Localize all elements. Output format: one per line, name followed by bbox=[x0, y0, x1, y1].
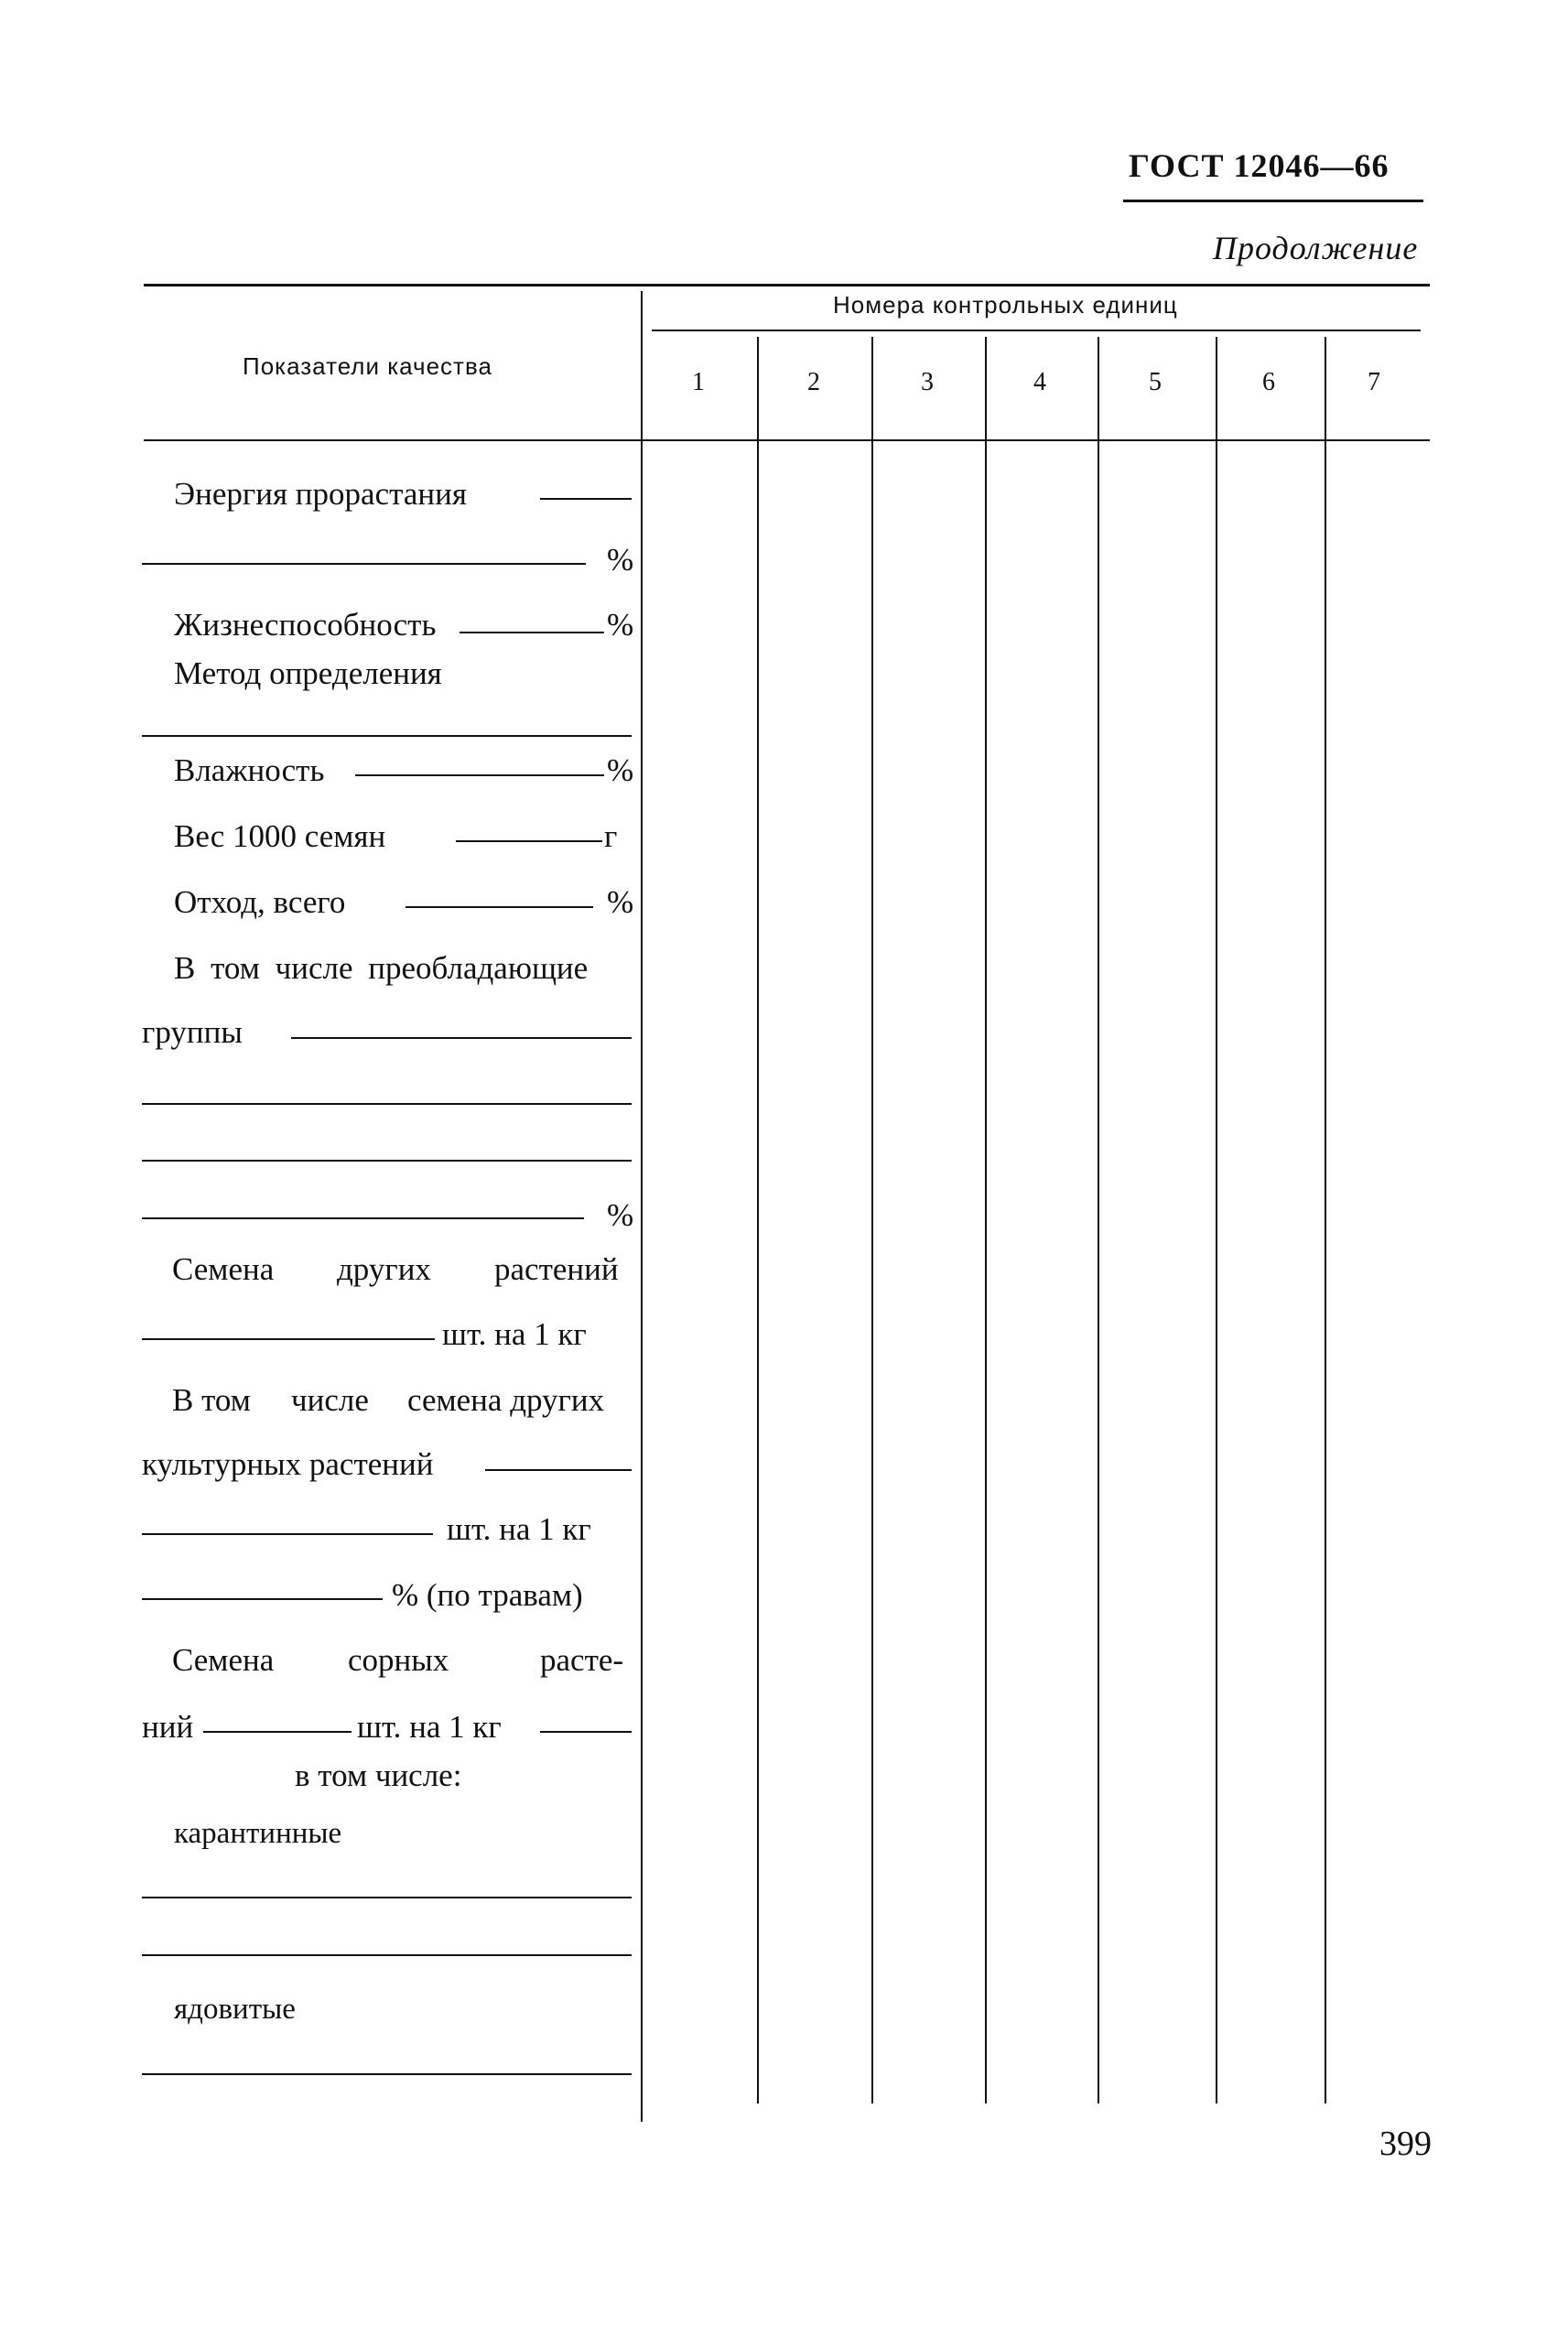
row-germination-energy: Энергия прорастания bbox=[174, 476, 467, 512]
fill-line bbox=[291, 1037, 632, 1039]
column-number: 1 bbox=[692, 368, 705, 396]
fill-line bbox=[142, 1338, 435, 1340]
fill-line bbox=[203, 1731, 351, 1733]
row-cultural-seeds: числе bbox=[291, 1382, 369, 1418]
units-header-rule bbox=[652, 330, 1421, 331]
unit-percent: % bbox=[607, 542, 634, 578]
quality-column-header: Показатели качества bbox=[243, 352, 492, 380]
units-column-header: Номера контрольных единиц bbox=[833, 291, 1178, 319]
column-number: 7 bbox=[1368, 368, 1380, 396]
row-seed-weight: Вес 1000 семян bbox=[174, 818, 386, 854]
row-cultural-seeds: В том bbox=[172, 1382, 251, 1418]
unit-per-kg: шт. на 1 кг bbox=[442, 1316, 587, 1352]
fill-line bbox=[142, 1954, 632, 1956]
column-divider bbox=[985, 337, 987, 2103]
row-other-seeds: Семена bbox=[172, 1251, 275, 1287]
row-weed-seeds: Семена bbox=[172, 1642, 275, 1678]
fill-line bbox=[142, 1160, 632, 1162]
column-divider bbox=[757, 337, 759, 2103]
unit-per-kg: шт. на 1 кг bbox=[357, 1709, 502, 1745]
fill-line bbox=[142, 1533, 433, 1535]
unit-percent-grasses: % (по травам) bbox=[392, 1577, 583, 1613]
fill-line bbox=[485, 1469, 632, 1471]
row-quarantine: карантинные bbox=[174, 1817, 342, 1850]
unit-percent: % bbox=[607, 607, 634, 643]
document-title: ГОСТ 12046—66 bbox=[1129, 147, 1390, 184]
fill-line bbox=[355, 774, 604, 776]
table-top-rule bbox=[144, 284, 1430, 287]
row-weed-seeds: сорных bbox=[348, 1642, 449, 1678]
fill-line bbox=[540, 498, 632, 500]
column-number: 6 bbox=[1262, 368, 1275, 396]
fill-line bbox=[460, 632, 604, 633]
column-number: 2 bbox=[807, 368, 820, 396]
row-waste: Отход, всего bbox=[174, 884, 346, 920]
unit-percent: % bbox=[607, 884, 634, 920]
column-divider bbox=[1325, 337, 1326, 2103]
unit-percent: % bbox=[607, 1197, 634, 1233]
row-other-seeds: других bbox=[337, 1251, 431, 1287]
column-divider bbox=[1216, 337, 1217, 2103]
unit-gram: г bbox=[604, 818, 618, 854]
header-bottom-rule bbox=[144, 439, 1430, 441]
fill-line bbox=[142, 1103, 632, 1105]
row-cultural-seeds-cont: культурных растений bbox=[142, 1446, 434, 1482]
row-predominant-groups: В том числе преобладающие bbox=[174, 950, 589, 986]
fill-line bbox=[142, 1897, 632, 1898]
row-poisonous: ядовитые bbox=[174, 1993, 296, 2026]
column-divider bbox=[1098, 337, 1099, 2103]
fill-line bbox=[142, 563, 586, 565]
fill-line bbox=[142, 1598, 383, 1600]
fill-line bbox=[540, 1731, 632, 1733]
title-underline bbox=[1123, 200, 1423, 202]
row-predominant-groups-cont: группы bbox=[142, 1014, 243, 1050]
row-method: Метод определения bbox=[174, 655, 442, 691]
fill-line bbox=[142, 735, 632, 737]
continuation-label: Продолжение bbox=[1213, 230, 1419, 266]
fill-line bbox=[406, 906, 593, 908]
row-other-seeds: растений bbox=[494, 1251, 619, 1287]
row-weed-seeds-cont: ний bbox=[142, 1709, 194, 1745]
unit-per-kg: шт. на 1 кг bbox=[447, 1511, 591, 1547]
fill-line bbox=[142, 2073, 632, 2075]
column-divider bbox=[871, 337, 873, 2103]
unit-percent: % bbox=[607, 752, 634, 788]
row-weed-seeds: расте- bbox=[540, 1642, 624, 1678]
fill-line bbox=[456, 840, 602, 842]
fill-line bbox=[142, 1217, 584, 1219]
column-number: 5 bbox=[1149, 368, 1162, 396]
column-number: 3 bbox=[921, 368, 934, 396]
page-number: 399 bbox=[1379, 2125, 1432, 2163]
column-divider bbox=[641, 291, 643, 2122]
row-cultural-seeds: семена других bbox=[407, 1382, 605, 1418]
row-moisture: Влажность bbox=[174, 752, 325, 788]
row-viability: Жизнеспособность bbox=[174, 607, 437, 643]
row-including: в том числе: bbox=[295, 1757, 462, 1793]
column-number: 4 bbox=[1033, 368, 1046, 396]
